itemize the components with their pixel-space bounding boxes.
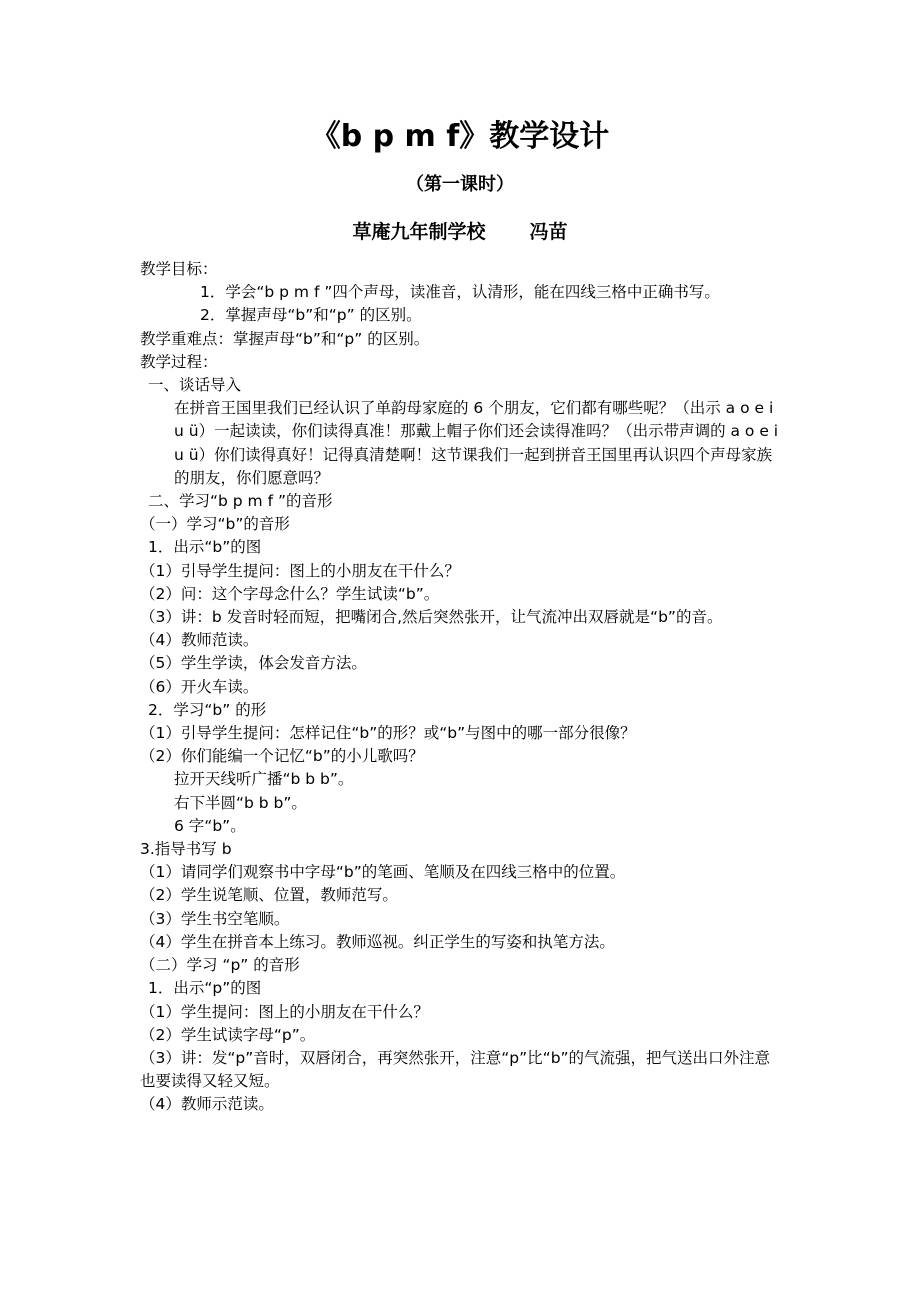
- body-paragraph: 一、谈话导入: [148, 376, 242, 395]
- body-paragraph: （4）教师范读。: [140, 631, 259, 650]
- body-paragraph: 1．出示“p”的图: [148, 979, 262, 998]
- body-paragraph: 2．学习“b” 的形: [148, 700, 267, 719]
- body-paragraph: （1）引导学生提问：怎样记住“b”的形？或“b”与图中的哪一部分很像？: [140, 724, 636, 743]
- author-name: 冯苗: [529, 221, 568, 243]
- body-paragraph: 1．学会“b p m f ”四个声母，读准音，认清形，能在四线三格中正确书写。: [200, 283, 720, 302]
- body-paragraph: 二、学习“b p m f ”的音形: [148, 492, 333, 511]
- body-paragraph: （6）开火车读。: [140, 677, 259, 696]
- body-paragraph: （3）讲：发“p”音时，双唇闭合，再突然张开，注意“p”比“b”的气流强，把气送出口外注意也要读得又轻又短。: [140, 1048, 771, 1091]
- body-paragraph: （2）问：这个字母念什么？学生试读“b”。: [140, 584, 440, 603]
- body-paragraph: （2）学生说笔顺、位置，教师范写。: [140, 886, 398, 905]
- body-paragraph: （2）学生试读字母“p”。: [140, 1025, 316, 1044]
- body-paragraph: （4）学生在拼音本上练习。教师巡视。纠正学生的写姿和执笔方法。: [140, 932, 615, 951]
- author-line: [0, 217, 920, 247]
- body-paragraph: （4）教师示范读。: [140, 1095, 274, 1114]
- body-paragraph: 教学目标：: [140, 260, 218, 278]
- body-paragraph: 右下半圆“b b b”。: [174, 793, 307, 812]
- body-paragraph: （二）学习 “p” 的音形: [140, 956, 300, 975]
- body-paragraph: 在拼音王国里我们已经认识了单韵母家庭的 6 个朋友，它们都有哪些呢？（出示 a o e i u ü）一起读读，你们读得真准！那戴上帽子你们还会读得准吗？（出示带声调的 a o e i u ü）你们读得真好！记得真清楚啊！这节课我们一起到拼音王国里再认识四个声母家族的朋友，你们愿意吗？: [174, 399, 779, 487]
- body-paragraph: 2．掌握声母“b”和“p” 的区别。: [200, 306, 422, 325]
- body-paragraph: （2）你们能编一个记忆“b”的小儿歌吗？: [140, 747, 424, 766]
- body-paragraph: （1）学生提问：图上的小朋友在干什么？: [140, 1002, 429, 1021]
- body-paragraph: （5）学生学读，体会发音方法。: [140, 654, 367, 673]
- body-paragraph: （3）讲：b 发音时轻而短，把嘴闭合,然后突然张开，让气流冲出双唇就是“b”的音。: [140, 608, 723, 627]
- body-paragraph: 教学重难点：掌握声母“b”和“p” 的区别。: [140, 329, 430, 348]
- body-paragraph: 3.指导书写 b: [140, 840, 232, 859]
- document-body: [140, 258, 785, 1117]
- body-paragraph: （一）学习“b”的音形: [140, 515, 290, 534]
- body-paragraph: （3）学生书空笔顺。: [140, 909, 290, 928]
- body-paragraph: （1）引导学生提问：图上的小朋友在干什么？: [140, 561, 460, 580]
- body-paragraph: （1）请同学们观察书中字母“b”的笔画、笔顺及在四线三格中的位置。: [140, 863, 626, 882]
- body-paragraph: 拉开天线听广播“b b b”。: [174, 770, 354, 789]
- body-paragraph: 教学过程：: [140, 352, 218, 371]
- body-paragraph: 1．出示“b”的图: [148, 538, 262, 557]
- school-name: 草庵九年制学校: [352, 221, 486, 243]
- document-subtitle: （第一课时）: [406, 174, 514, 195]
- document-title: 《b p m f》教学设计: [310, 119, 610, 154]
- body-paragraph: 6 字“b”。: [174, 816, 246, 835]
